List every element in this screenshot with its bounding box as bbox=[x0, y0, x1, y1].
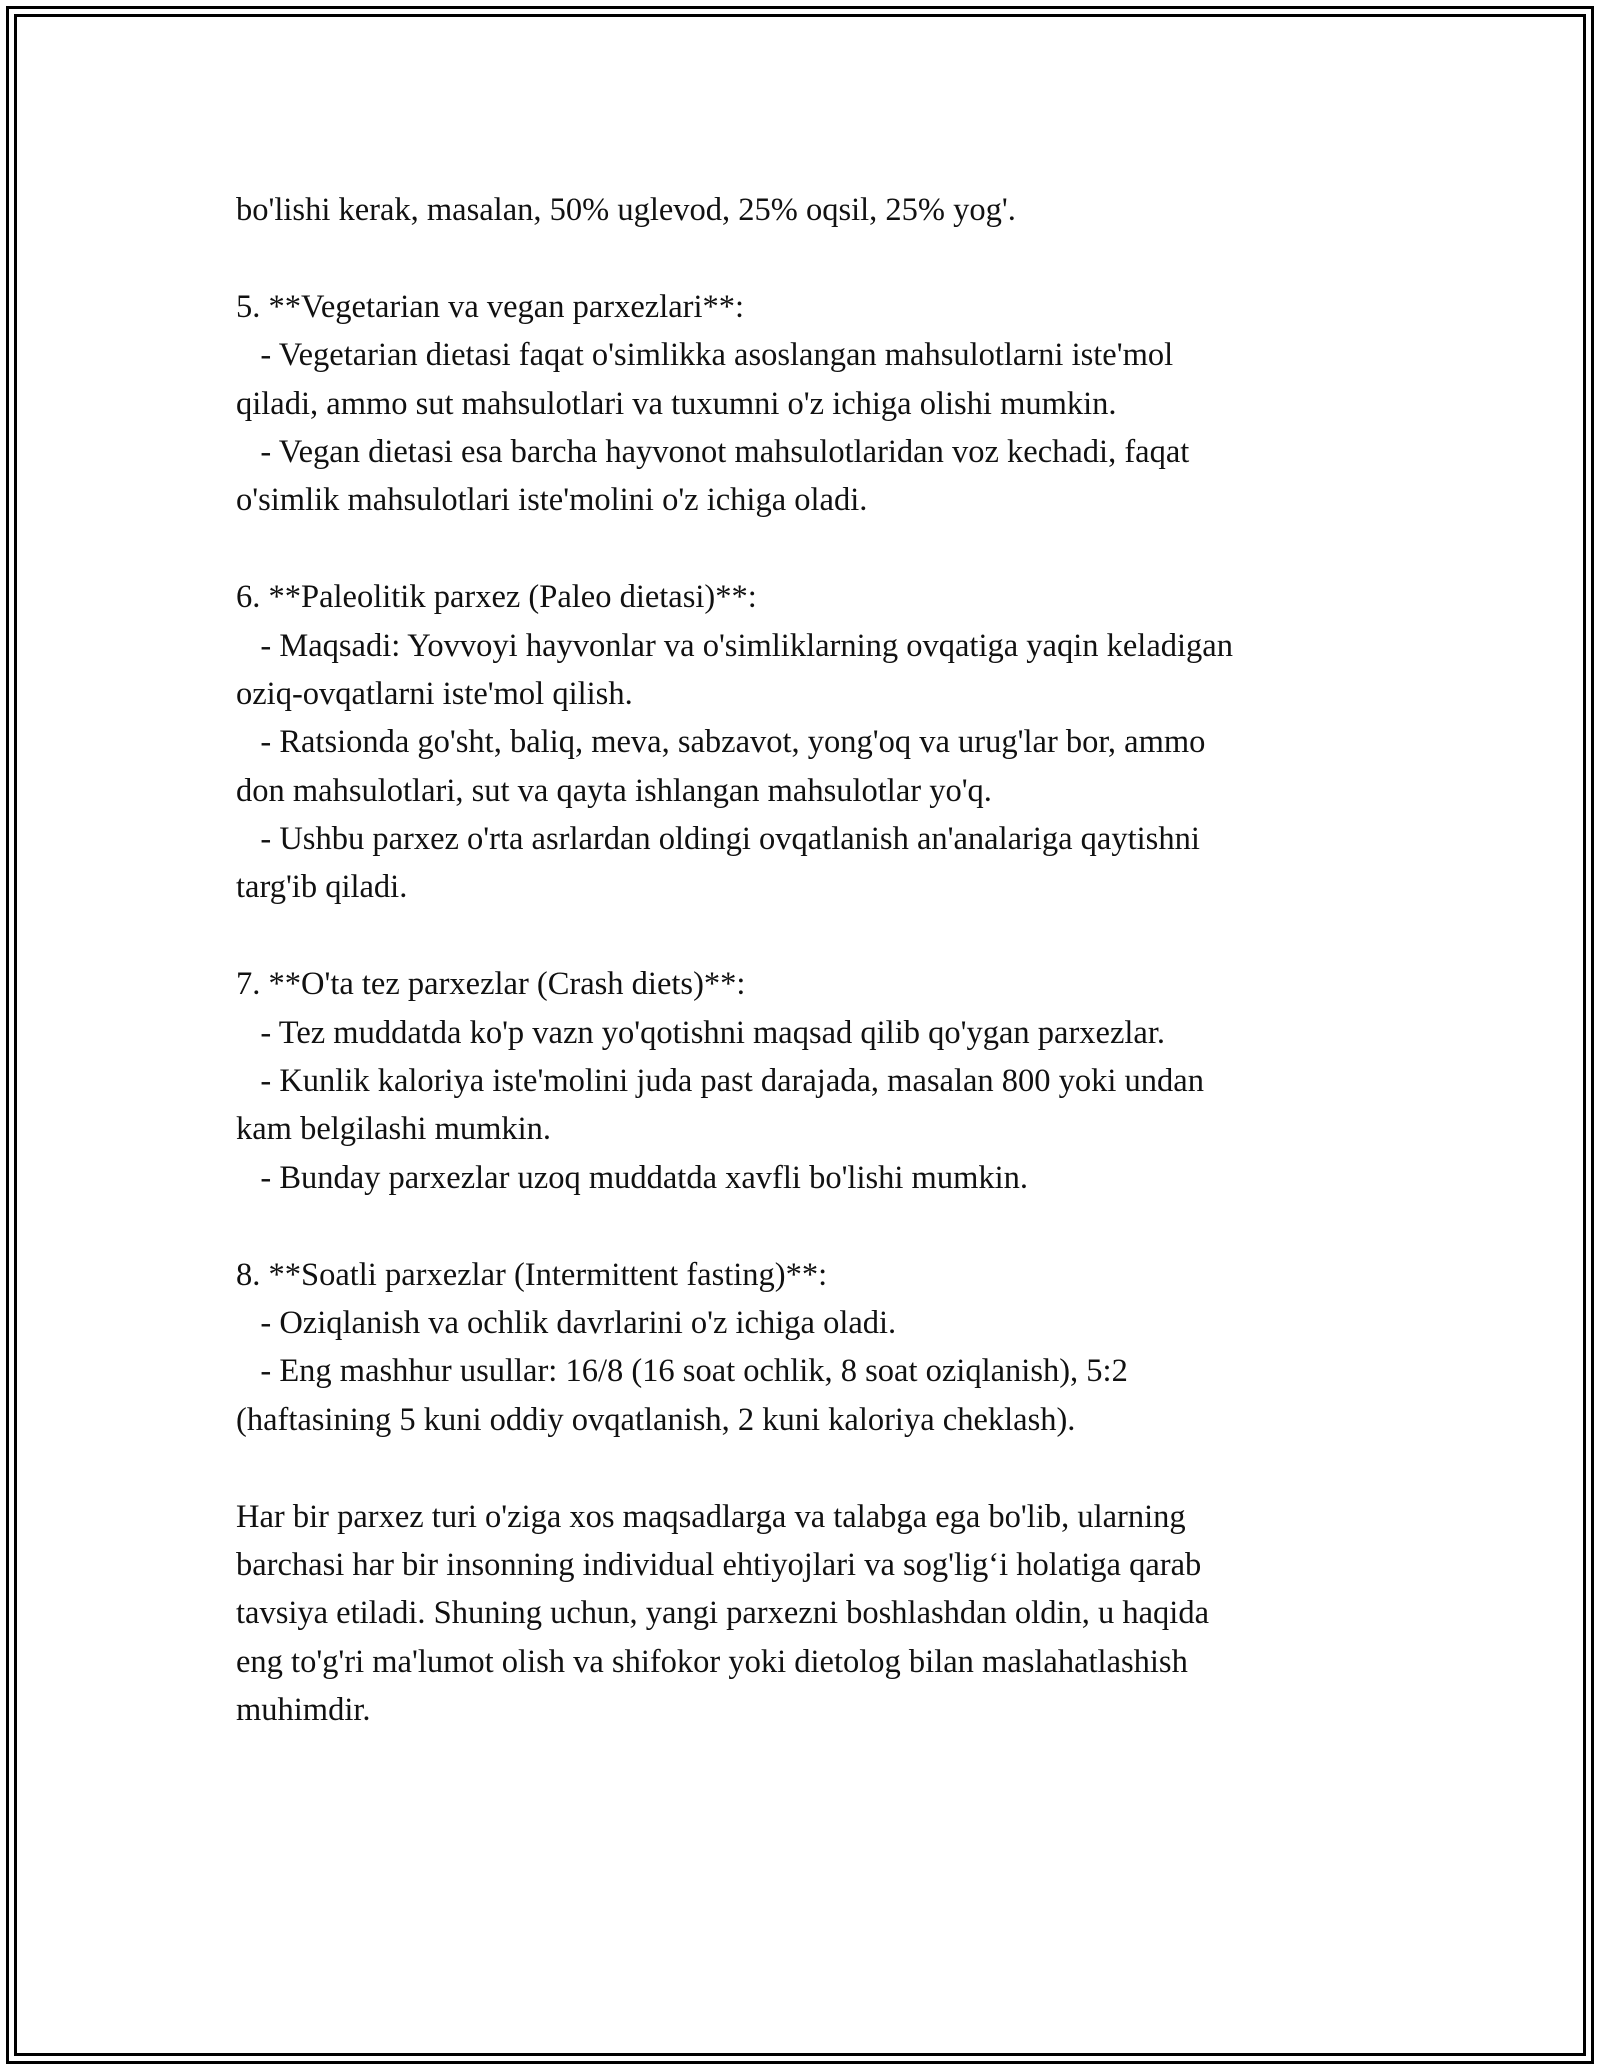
text-line: eng to'g'ri ma'lumot olish va shifokor yoki dietolog bilan maslahatlashish bbox=[236, 1643, 1188, 1680]
text-line: - Kunlik kaloriya iste'molini juda past darajada, masalan 800 yoki undan bbox=[236, 1063, 1204, 1100]
section-7 bbox=[236, 960, 1396, 1202]
section-8 bbox=[236, 1251, 1396, 1445]
paragraph-gap bbox=[236, 1444, 1396, 1492]
text-line: - Oziqlanish va ochlik davrlarini o'z ichiga oladi. bbox=[236, 1304, 897, 1341]
text-line: tavsiya etiladi. Shuning uchun, yangi parxezni boshlashdan oldin, u haqida bbox=[236, 1595, 1210, 1632]
paragraph-gap bbox=[236, 525, 1396, 573]
section-heading: 8. **Soatli parxezlar (Intermittent fasting)**: bbox=[236, 1256, 828, 1293]
paragraph-gap bbox=[236, 234, 1396, 282]
text-line: - Vegan dietasi esa barcha hayvonot mahsulotlaridan voz kechadi, faqat bbox=[236, 433, 1190, 470]
text-line: - Tez muddatda ko'p vazn yo'qotishni maqsad qilib qo'ygan parxezlar. bbox=[236, 1014, 1165, 1051]
text-line: barchasi har bir insonning individual ehtiyojlari va sog'lig‘i holatiga qarab bbox=[236, 1546, 1202, 1583]
document-blocks bbox=[236, 186, 1396, 1735]
text-line: Har bir parxez turi o'ziga xos maqsadlarga va talabga ega bo'lib, ularning bbox=[236, 1498, 1186, 1535]
conclusion bbox=[236, 1493, 1396, 1735]
text-line: don mahsulotlari, sut va qayta ishlangan mahsulotlar yo'q. bbox=[236, 772, 992, 809]
section-heading: 6. **Paleolitik parxez (Paleo dietasi)**: bbox=[236, 579, 757, 616]
text-line: bo'lishi kerak, masalan, 50% uglevod, 25% oqsil, 25% yog'. bbox=[236, 192, 1016, 228]
text-line: - Vegetarian dietasi faqat o'simlikka asoslangan mahsulotlarni iste'mol bbox=[236, 337, 1174, 374]
text-line: - Ratsionda go'sht, baliq, meva, sabzavot, yong'oq va urug'lar bor, ammo bbox=[236, 724, 1206, 761]
paragraph-gap bbox=[236, 912, 1396, 960]
document-body bbox=[236, 186, 1396, 1735]
text-line: o'simlik mahsulotlari iste'molini o'z ichiga oladi. bbox=[236, 482, 868, 519]
section-6 bbox=[236, 573, 1396, 912]
section-5 bbox=[236, 283, 1396, 525]
text-line: - Maqsadi: Yovvoyi hayvonlar va o'simliklarning ovqatiga yaqin keladigan bbox=[236, 627, 1233, 664]
paragraph-gap bbox=[236, 1202, 1396, 1250]
text-line: oziq-ovqatlarni iste'mol qilish. bbox=[236, 675, 633, 712]
text-line: (haftasining 5 kuni oddiy ovqatlanish, 2 kuni kaloriya cheklash). bbox=[236, 1401, 1076, 1438]
section-heading: 7. **O'ta tez parxezlar (Crash diets)**: bbox=[236, 966, 746, 1003]
text-line: - Bunday parxezlar uzoq muddatda xavfli bo'lishi mumkin. bbox=[236, 1159, 1028, 1196]
text-line: - Eng mashhur usullar: 16/8 (16 soat ochlik, 8 soat oziqlanish), 5:2 bbox=[236, 1353, 1128, 1390]
intro-tail bbox=[236, 186, 1396, 234]
text-line: kam belgilashi mumkin. bbox=[236, 1111, 552, 1148]
text-line: qiladi, ammo sut mahsulotlari va tuxumni o'z ichiga olishi mumkin. bbox=[236, 385, 1117, 422]
text-line: targ'ib qiladi. bbox=[236, 869, 408, 906]
section-heading: 5. **Vegetarian va vegan parxezlari**: bbox=[236, 288, 745, 325]
text-line: muhimdir. bbox=[236, 1692, 371, 1729]
text-line: - Ushbu parxez o'rta asrlardan oldingi ovqatlanish an'analariga qaytishni bbox=[236, 821, 1200, 858]
